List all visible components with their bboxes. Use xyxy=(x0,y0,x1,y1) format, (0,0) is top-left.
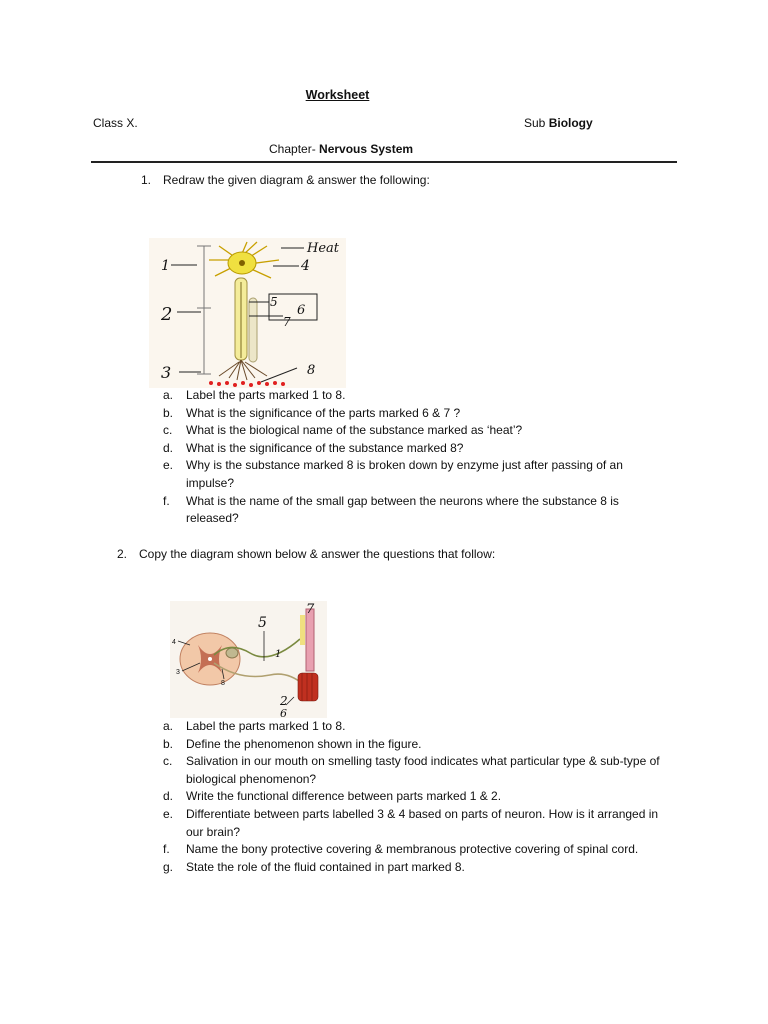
list-item: e. Why is the substance marked 8 is broken down by enzyme just after passing of an impulse? xyxy=(163,458,623,490)
list-item: b. Define the phenomenon shown in the figure. xyxy=(163,736,422,751)
list-item: g. State the role of the fluid contained in part marked 8. xyxy=(163,859,465,874)
question-number: 1. xyxy=(141,173,152,187)
subject-name: Biology xyxy=(548,116,593,130)
class-label: Class X. xyxy=(93,116,138,130)
fig2-label-5: 5 xyxy=(258,615,267,631)
fig2-label-1: 1 xyxy=(275,649,282,660)
fig2-label-8: 8 xyxy=(221,680,225,687)
list-item: c. Salivation in our mouth on smelling tasty food indicates what particular type & sub-type of biological phenomenon? xyxy=(163,754,660,786)
fig2-label-6: 6 xyxy=(280,707,287,718)
fig1-label-6: 6 xyxy=(297,303,306,318)
list-item: d. Write the functional difference between parts marked 1 & 2. xyxy=(163,789,502,804)
fig2-label-4: 4 xyxy=(172,639,176,646)
question-text: Redraw the given diagram & answer the following: xyxy=(163,173,430,187)
question-1 xyxy=(141,173,430,187)
fig2-label-7: 7 xyxy=(306,602,315,617)
question-2-subitems xyxy=(163,718,673,876)
list-item: a. Label the parts marked 1 to 8. xyxy=(163,388,346,402)
header-divider xyxy=(91,161,677,163)
fig1-label-8: 8 xyxy=(307,363,316,378)
question-text: Copy the diagram shown below & answer the questions that follow: xyxy=(139,547,496,561)
subject-line xyxy=(524,116,593,130)
question-1-subitems xyxy=(163,387,673,528)
list-item: d. What is the significance of the substance marked 8? xyxy=(163,440,464,455)
fig1-label-heat: Heat xyxy=(307,241,340,256)
fig1-label-1: 1 xyxy=(161,258,170,274)
list-item: e. Differentiate between parts labelled 3 & 4 based on parts of neuron. How is it arranged in our brain? xyxy=(163,806,659,839)
fig1-label-4: 4 xyxy=(301,258,310,274)
list-item: f. Name the bony protective covering & membranous protective covering of spinal cord. xyxy=(163,842,639,857)
chapter-prefix: Chapter- xyxy=(269,142,320,156)
fig1-label-2: 2 xyxy=(161,304,173,325)
reflex-arc-diagram xyxy=(170,601,327,718)
list-item: a. Label the parts marked 1 to 8. xyxy=(163,719,346,733)
chapter-name: Nervous System xyxy=(319,142,414,156)
list-item: c. What is the biological name of the substance marked as ‘heat’? xyxy=(163,423,523,438)
fig2-label-2: 2 xyxy=(280,694,288,708)
subject-prefix: Sub xyxy=(524,116,549,130)
list-item: b. What is the significance of the parts marked 6 & 7 ? xyxy=(163,405,461,420)
fig1-label-7: 7 xyxy=(283,315,291,329)
list-item: f. What is the name of the small gap between the neurons where the substance 8 is released? xyxy=(163,493,619,526)
chapter-line xyxy=(269,142,413,156)
fig1-label-3: 3 xyxy=(161,363,172,382)
question-2 xyxy=(117,547,495,561)
neuron-diagram xyxy=(149,238,346,388)
page-title: Worksheet xyxy=(305,88,370,102)
fig1-label-5: 5 xyxy=(270,295,278,309)
question-number: 2. xyxy=(117,547,128,561)
fig2-label-3: 3 xyxy=(176,669,180,676)
